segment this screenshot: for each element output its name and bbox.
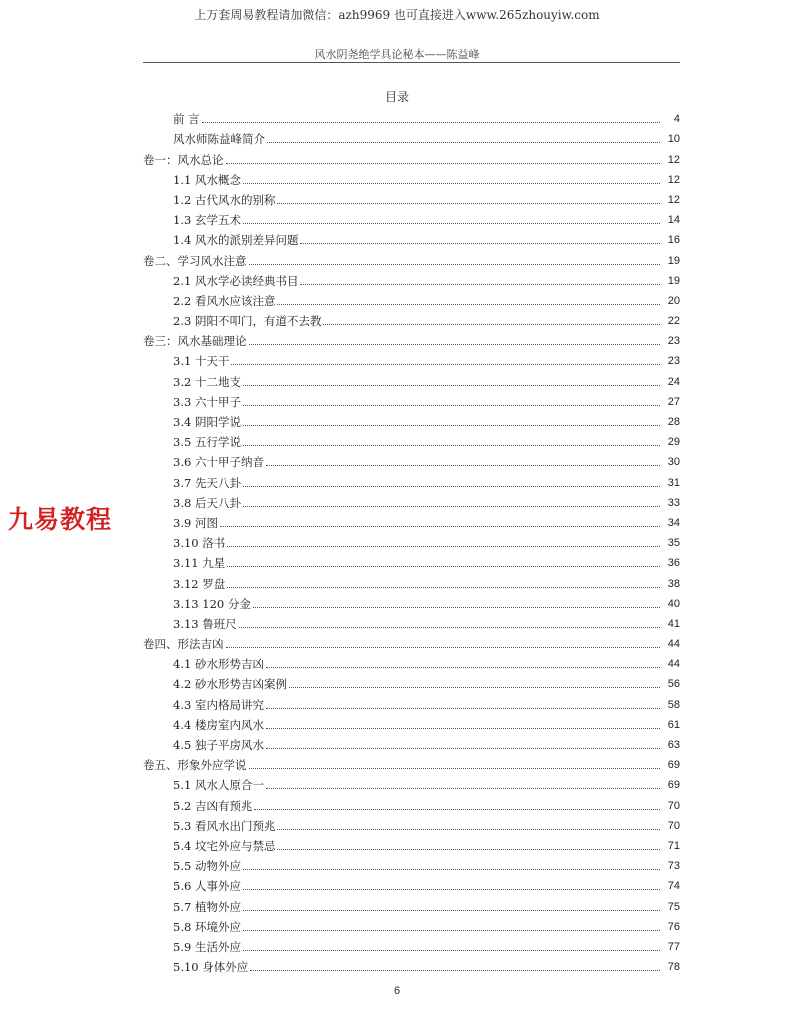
toc-entry-label: 5.3 看风水出门预兆 <box>173 818 276 833</box>
toc-entry-page: 70 <box>667 819 680 832</box>
dot-leader <box>239 627 660 628</box>
dot-leader <box>243 950 660 951</box>
toc-entry-page: 10 <box>667 133 680 146</box>
toc-entry[interactable] <box>143 813 680 833</box>
toc-entry[interactable] <box>143 227 680 247</box>
toc-entry-label: 4.3 室内格局讲究 <box>173 697 264 712</box>
toc-entry-page: 31 <box>667 476 680 489</box>
toc-entry[interactable] <box>143 328 680 348</box>
dot-leader <box>300 243 660 244</box>
dot-leader <box>243 425 660 426</box>
toc-entry-label: 2.2 看风水应该注意 <box>173 293 276 308</box>
dot-leader <box>266 748 660 749</box>
dot-leader <box>220 526 660 527</box>
toc-entry-page: 27 <box>667 395 680 408</box>
toc-entry-label: 5.9 生活外应 <box>173 939 241 954</box>
toc-entry-label: 5.10 身体外应 <box>173 960 249 975</box>
toc-entry-page: 30 <box>667 456 680 469</box>
toc-entry-label: 3.8 后天八卦 <box>173 495 241 510</box>
toc-entry[interactable] <box>143 126 680 146</box>
header-rule <box>143 62 680 63</box>
dot-leader <box>266 708 660 709</box>
toc-entry-label: 3.13 120 分金 <box>173 596 251 611</box>
toc-entry-label: 3.11 九星 <box>173 556 226 571</box>
toc-entry[interactable] <box>143 167 680 187</box>
toc-entry[interactable] <box>143 490 680 510</box>
toc-entry-page: 69 <box>667 779 680 792</box>
toc-entry-page: 33 <box>667 496 680 509</box>
toc-entry[interactable] <box>143 893 680 913</box>
toc-entry[interactable] <box>143 146 680 166</box>
toc-entry[interactable] <box>143 288 680 308</box>
dot-leader <box>300 284 660 285</box>
dot-leader <box>243 183 660 184</box>
watermark: 九易教程 <box>8 505 113 534</box>
toc-entry-page: 56 <box>667 678 680 691</box>
toc-entry-label: 4.4 楼房室内风水 <box>173 717 264 732</box>
toc-entry-page: 35 <box>667 537 680 550</box>
toc-entry[interactable] <box>143 389 680 409</box>
toc-entry-label: 前 言 <box>173 112 200 127</box>
toc-entry-label: 3.7 先天八卦 <box>173 475 241 490</box>
toc-entry-page: 71 <box>667 839 680 852</box>
page-number: 6 <box>393 985 401 997</box>
dot-leader <box>227 587 660 588</box>
toc-entry-page: 34 <box>667 516 680 529</box>
toc-entry[interactable] <box>143 611 680 631</box>
dot-leader <box>277 829 660 830</box>
dot-leader <box>226 163 661 164</box>
toc-entry-page: 40 <box>667 597 680 610</box>
toc-entry-page: 24 <box>667 375 680 388</box>
dot-leader <box>266 465 660 466</box>
toc-entry[interactable] <box>143 348 680 368</box>
dot-leader <box>267 142 660 143</box>
dot-leader <box>289 687 660 688</box>
toc-entry[interactable] <box>143 409 680 429</box>
toc-entry-page: 74 <box>667 880 680 893</box>
toc-entry-label: 4.1 砂水形势吉凶 <box>173 657 264 672</box>
toc-entry-page: 14 <box>667 214 680 227</box>
dot-leader <box>277 849 660 850</box>
toc-entry-page: 78 <box>667 961 680 974</box>
toc-entry-page: 23 <box>667 355 680 368</box>
dot-leader <box>243 910 660 911</box>
toc-entry[interactable] <box>143 510 680 530</box>
toc-entry[interactable] <box>143 591 680 611</box>
toc-entry-label: 3.12 罗盘 <box>173 576 226 591</box>
toc-entry[interactable] <box>143 187 680 207</box>
dot-leader <box>253 607 660 608</box>
toc-entry[interactable] <box>143 106 680 126</box>
toc-entry[interactable] <box>143 752 680 772</box>
toc-entry-page: 44 <box>667 658 680 671</box>
toc-entry-label: 2.1 风水学必读经典书目 <box>173 273 299 288</box>
toc-entry-page: 36 <box>667 557 680 570</box>
toc-entry[interactable] <box>143 570 680 590</box>
toc-entry-label: 5.8 环境外应 <box>173 919 241 934</box>
dot-leader <box>243 405 660 406</box>
toc-entry[interactable] <box>143 308 680 328</box>
toc-entry-label: 3.3 六十甲子 <box>173 394 241 409</box>
toc-entry-page: 22 <box>667 315 680 328</box>
dot-leader <box>266 728 660 729</box>
toc-entry-page: 76 <box>667 920 680 933</box>
toc-entry[interactable] <box>143 268 680 288</box>
toc-entry[interactable] <box>143 934 680 954</box>
dot-leader <box>249 768 661 769</box>
toc-entry[interactable] <box>143 772 680 792</box>
toc-entry-label: 2.3 阴阳不叩门，有道不去教 <box>173 314 322 329</box>
toc-entry-page: 75 <box>667 900 680 913</box>
dot-leader <box>243 889 660 890</box>
dot-leader <box>227 546 660 547</box>
dot-leader <box>277 203 660 204</box>
dot-leader <box>249 264 661 265</box>
toc-entry-label: 3.4 阴阳学说 <box>173 415 241 429</box>
toc-entry[interactable] <box>143 368 680 388</box>
toc-entry[interactable] <box>143 833 680 853</box>
toc-entry-label: 1.4 风水的派别差异问题 <box>173 233 299 248</box>
toc-entry[interactable] <box>143 792 680 812</box>
dot-leader <box>231 364 660 365</box>
toc-entry[interactable] <box>143 712 680 732</box>
toc-entry-page: 63 <box>667 739 680 751</box>
dot-leader <box>254 809 660 810</box>
dot-leader <box>227 566 660 567</box>
toc-entry-label: 5.5 动物外应 <box>173 859 241 874</box>
dot-leader <box>243 223 660 224</box>
toc-entry-page: 70 <box>667 799 680 812</box>
toc-entry[interactable] <box>143 914 680 934</box>
toc-entry-label: 卷五、形象外应学说 <box>143 758 247 773</box>
dot-leader <box>266 667 660 668</box>
toc-entry-page: 28 <box>667 416 680 428</box>
toc-entry[interactable] <box>143 550 680 570</box>
dot-leader <box>226 647 661 648</box>
dot-leader <box>243 930 660 931</box>
toc-entry-label: 1.3 玄学五术 <box>173 213 241 228</box>
toc-entry[interactable] <box>143 954 680 974</box>
toc-entry-page: 12 <box>667 193 680 206</box>
dot-leader <box>250 970 660 971</box>
dot-leader <box>243 385 660 386</box>
table-of-contents <box>143 106 680 974</box>
toc-entry-label: 卷四、形法吉凶 <box>143 637 224 652</box>
dot-leader <box>323 324 660 325</box>
toc-entry-page: 61 <box>667 718 680 731</box>
toc-entry-page: 73 <box>667 860 680 873</box>
toc-entry[interactable] <box>143 469 680 489</box>
dot-leader <box>243 506 660 507</box>
dot-leader <box>243 486 660 487</box>
toc-entry-page: 20 <box>667 294 680 307</box>
toc-entry[interactable] <box>143 449 680 469</box>
dot-leader <box>266 788 660 789</box>
toc-entry[interactable] <box>143 651 680 671</box>
toc-entry[interactable] <box>143 873 680 893</box>
toc-entry[interactable] <box>143 530 680 550</box>
toc-entry-label: 5.1 风水人原合一 <box>173 778 264 793</box>
toc-entry-label: 风水师陈益峰简介 <box>173 132 265 147</box>
toc-entry-page: 38 <box>667 577 680 590</box>
toc-entry-label: 卷一：风水总论 <box>143 152 224 167</box>
toc-entry-label: 卷二、学习风水注意 <box>143 253 247 268</box>
toc-entry-page: 12 <box>667 173 680 186</box>
toc-entry-page: 19 <box>667 254 680 267</box>
toc-entry-page: 29 <box>667 436 680 449</box>
toc-entry-page: 23 <box>667 335 680 348</box>
running-header: 风水阴尧绝学具论秘本——陈益峰 <box>314 48 480 61</box>
toc-entry-label: 3.13 鲁班尺 <box>173 616 237 631</box>
dot-leader <box>243 869 660 870</box>
toc-entry-page: 69 <box>667 759 680 772</box>
toc-entry-label: 3.5 五行学说 <box>173 435 241 450</box>
toc-entry-page: 44 <box>667 638 680 651</box>
toc-entry-page: 19 <box>667 274 680 287</box>
toc-entry[interactable] <box>143 732 680 752</box>
toc-entry-label: 4.5 独子平房风水 <box>173 738 264 752</box>
toc-entry-page: 41 <box>667 617 680 630</box>
toc-title: 目录 <box>384 90 409 104</box>
toc-entry-label: 1.1 风水概念 <box>173 172 241 187</box>
toc-entry-label: 3.1 十天干 <box>173 354 230 369</box>
toc-entry-label: 3.10 洛书 <box>173 536 226 551</box>
toc-entry-label: 5.7 植物外应 <box>173 899 241 914</box>
toc-entry-label: 卷三：风水基础理论 <box>143 334 247 349</box>
toc-entry-label: 5.2 吉凶有预兆 <box>173 798 253 813</box>
toc-entry-label: 3.9 河图 <box>173 515 218 530</box>
toc-entry-label: 5.6 人事外应 <box>173 879 241 894</box>
toc-entry-label: 5.4 坟宅外应与禁忌 <box>173 838 276 853</box>
toc-entry[interactable] <box>143 671 680 691</box>
dot-leader <box>243 445 660 446</box>
dot-leader <box>277 304 660 305</box>
toc-entry-page: 4 <box>673 113 680 126</box>
toc-entry-page: 12 <box>667 153 680 166</box>
toc-entry-label: 3.2 十二地支 <box>173 374 241 389</box>
toc-entry-page: 58 <box>667 698 680 711</box>
toc-entry[interactable] <box>143 853 680 873</box>
toc-entry-page: 77 <box>667 940 680 953</box>
toc-entry[interactable] <box>143 631 680 651</box>
banner-text: 上万套周易教程请加微信：azh9969 也可直接进入www.265zhouyiw.com <box>194 8 600 22</box>
toc-entry-label: 1.2 古代风水的别称 <box>173 192 276 207</box>
toc-entry[interactable] <box>143 247 680 267</box>
dot-leader <box>249 344 661 345</box>
toc-entry[interactable] <box>143 207 680 227</box>
toc-entry[interactable] <box>143 691 680 711</box>
dot-leader <box>202 122 660 123</box>
toc-entry-label: 3.6 六十甲子纳音 <box>173 455 264 470</box>
toc-entry-page: 16 <box>667 234 680 247</box>
toc-entry[interactable] <box>143 429 680 449</box>
toc-entry-label: 4.2 砂水形势吉凶案例 <box>173 677 287 692</box>
